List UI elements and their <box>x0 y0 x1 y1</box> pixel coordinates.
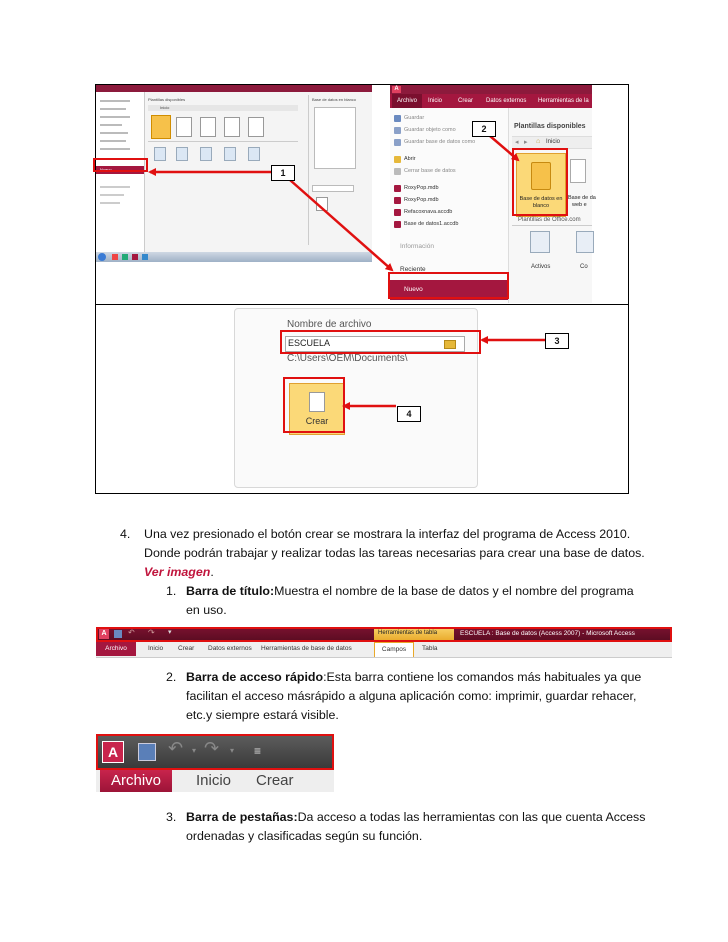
callout-1: 1 <box>271 165 295 181</box>
tab-herramientas[interactable]: Herramientas de la <box>538 98 589 104</box>
home-label: Inicio <box>546 139 561 145</box>
menu-item-open[interactable]: Abrir <box>390 155 508 164</box>
menu-new[interactable]: Nuevo <box>390 280 508 300</box>
undo-icon[interactable]: ↶ <box>128 628 135 637</box>
home-icon[interactable]: ⌂ <box>536 138 541 145</box>
redo-icon[interactable]: ↷ <box>148 628 155 637</box>
paragraph-line: facilitan el acceso másrápido a alguna aplicación como: imprimir, guardar rehacer, <box>186 689 637 703</box>
tab-crear[interactable]: Crear <box>178 645 195 652</box>
tab-archivo[interactable]: Archivo <box>96 642 136 656</box>
menu-item-close-db[interactable]: Cerrar base de datos <box>390 167 508 176</box>
access-logo-icon[interactable]: A <box>99 629 109 639</box>
callout-2: 2 <box>472 121 496 137</box>
list-number: 4. <box>120 527 131 541</box>
tab-archivo[interactable]: Archivo <box>392 94 422 108</box>
template-nav: Inicio <box>148 105 298 111</box>
filename-input[interactable]: ESCUELA <box>285 336 465 352</box>
paragraph-line: Barra de título:Muestra el nombre de la base de datos y el nombre del programa <box>186 584 634 598</box>
web-db-label: web e <box>572 202 587 208</box>
menu-item-save-db[interactable]: Guardar base de datos como <box>390 138 508 147</box>
blank-db-tile[interactable]: Base de datos en blanco <box>516 153 566 217</box>
undo-icon[interactable]: ↶ <box>168 738 184 758</box>
customize-dropdown-icon[interactable]: ▾ <box>168 629 172 636</box>
tab-inicio[interactable]: Inicio <box>148 645 164 652</box>
templates-heading: Plantillas disponibles <box>514 123 586 130</box>
redo-icon[interactable]: ↷ <box>204 738 220 758</box>
redo-dropdown-icon[interactable]: ▾ <box>230 746 235 755</box>
paragraph-line: en uso. <box>186 603 227 617</box>
paragraph-line: Ver imagen. <box>144 565 214 579</box>
web-db-label: Base de da <box>568 195 596 201</box>
recent-file[interactable]: RoxyPop.mdb <box>390 196 508 205</box>
contextual-tab-group: Herramientas de tabla <box>374 627 454 641</box>
filename-label: Nombre de archivo <box>287 319 372 330</box>
tab-campos[interactable]: Campos <box>374 642 414 657</box>
file-path: C:\Users\OEM\Documents\ <box>287 353 408 364</box>
sub-list-number: 1. <box>166 584 177 598</box>
ribbon-tab-row <box>96 641 672 658</box>
menu-item-save[interactable]: Guardar <box>390 114 508 123</box>
tab-inicio[interactable]: Inicio <box>196 772 232 789</box>
access-logo-icon[interactable]: A <box>392 86 401 93</box>
tab-herramientas-bd[interactable]: Herramientas de base de datos <box>261 645 352 652</box>
paragraph-line: Donde podrán trabajar y realizar todas las tareas necesarias para crear una base de datos. <box>144 546 645 560</box>
tab-crear[interactable]: Crear <box>458 98 474 104</box>
back-arrow-icon[interactable]: ◂ <box>515 139 519 146</box>
paragraph-line: etc.y siempre estará visible. <box>186 708 339 722</box>
paragraph-line: Barra de pestañas:Da acceso a todas las herramientas con las que cuenta Access <box>186 810 646 824</box>
tab-tabla[interactable]: Tabla <box>422 645 438 652</box>
assets-label: Activos <box>531 264 551 270</box>
tab-inicio[interactable]: Inicio <box>428 98 443 104</box>
tab-archivo[interactable]: Archivo <box>100 770 172 792</box>
callout-4: 4 <box>397 406 421 422</box>
sub-list-number: 3. <box>166 810 177 824</box>
menu-info[interactable]: Información <box>400 243 434 250</box>
access-logo-icon[interactable]: A <box>102 741 124 763</box>
highlight-quick-access <box>96 734 334 770</box>
paragraph-line: ordenadas y clasificadas según su función. <box>186 829 423 843</box>
window-title: ESCUELA : Base de datos (Access 2007) - Microsoft Access <box>460 630 635 637</box>
sub-list-number: 2. <box>166 670 177 684</box>
callout-3: 3 <box>545 333 569 349</box>
menu-item-save-object[interactable]: Guardar objeto como <box>390 126 508 135</box>
customize-quick-access-icon[interactable]: ≡ <box>254 744 262 758</box>
recent-file[interactable]: RoxyPop.mdb <box>390 184 508 193</box>
preview-title: Base de datos en blanco <box>312 97 357 102</box>
tab-datos-externos[interactable]: Datos externos <box>208 645 252 652</box>
arrow-2 <box>490 136 518 160</box>
sidebar-item-new[interactable]: Nuevo <box>96 166 144 174</box>
contacts-label: Co <box>580 264 588 270</box>
arrow-1-diagonal <box>290 180 392 270</box>
tab-crear[interactable]: Crear <box>256 772 294 789</box>
see-image-link[interactable]: Ver imagen <box>144 565 211 579</box>
paragraph-line: Una vez presionado el botón crear se mostrara la interfaz del programa de Access 2010. <box>144 527 631 541</box>
undo-dropdown-icon[interactable]: ▾ <box>192 746 197 755</box>
forward-arrow-icon[interactable]: ▸ <box>524 139 528 146</box>
create-button[interactable]: Crear <box>289 383 345 435</box>
recent-file[interactable]: Refacoxnava.accdb <box>390 208 508 217</box>
templates-heading: Plantillas disponibles <box>148 97 186 102</box>
recent-file[interactable]: Base de datos1.accdb <box>390 220 508 229</box>
paragraph-line: Barra de acceso rápido:Esta barra contiene los comandos más habituales ya que <box>186 670 642 684</box>
menu-recent[interactable]: Reciente <box>400 266 426 273</box>
tab-datos-externos[interactable]: Datos externos <box>486 98 527 104</box>
office-templates-label: Plantillas de Office.com <box>518 217 581 223</box>
highlight-titlebar <box>96 627 672 642</box>
